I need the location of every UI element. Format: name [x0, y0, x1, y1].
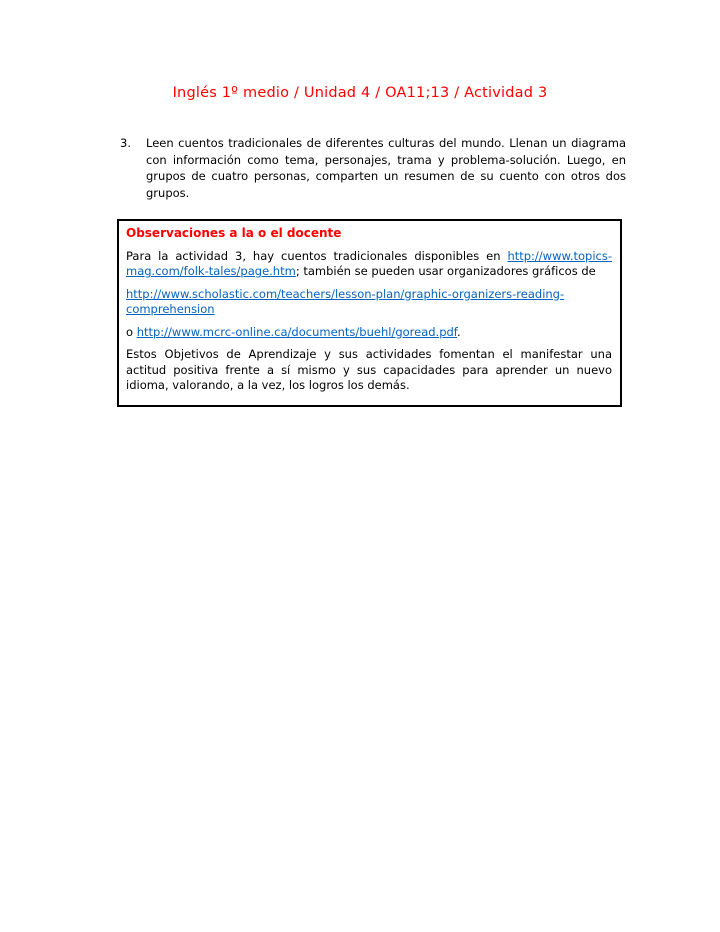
paragraph-3-text-after: .	[457, 324, 461, 339]
activity-number: 3.	[120, 136, 131, 150]
observations-paragraph-2	[126, 287, 612, 318]
observations-paragraph-1	[126, 249, 612, 280]
paragraph-1-text-after: ; también se pueden usar organizadores gráficos de	[295, 264, 596, 278]
activity-item	[120, 135, 626, 201]
link-topics-mag[interactable]: http://www.topics-mag.com/folk-tales/page.htm	[126, 248, 612, 278]
observations-heading: Observaciones a la o el docente	[126, 226, 342, 240]
activity-text: Leen cuentos tradicionales de diferentes culturas del mundo. Llenan un diagrama con información como tema, personajes, trama y problema-solución. Luego, en grupos de cuatro personas, comparten un resumen de su cuento con otros dos grupos.	[146, 136, 626, 200]
observations-paragraph-3	[126, 325, 612, 341]
page-title: Inglés 1º medio / Unidad 4 / OA11;13 / Actividad 3	[172, 85, 548, 101]
link-mcrc-online[interactable]: http://www.mcrc-online.ca/documents/buehl/goread.pdf	[136, 324, 458, 339]
observations-box	[117, 219, 622, 407]
paragraph-3-text-before: o	[126, 324, 137, 339]
link-scholastic[interactable]: http://www.scholastic.com/teachers/lesson-plan/graphic-organizers-reading-comprehension	[126, 286, 565, 316]
paragraph-1-text-before: Para la actividad 3, hay cuentos tradicionales disponibles en	[126, 248, 508, 263]
observations-paragraph-4: Estos Objetivos de Aprendizaje y sus actividades fomentan el manifestar una actitud positiva frente a sí mismo y sus capacidades para aprender un nuevo idioma, valorando, a la vez, los logros los demás.	[126, 347, 612, 392]
